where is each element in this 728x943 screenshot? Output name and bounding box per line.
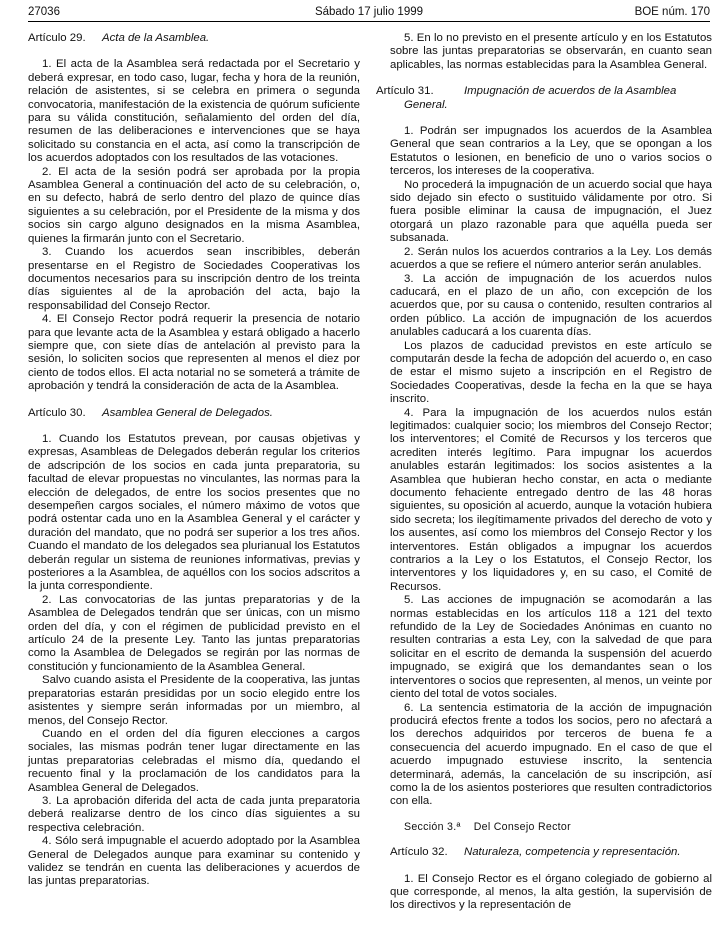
paragraph: 2. Serán nulos los acuerdos contrarios a la Ley. Los demás acuerdos a que se refiere el número anterior serán anulables.: [390, 245, 712, 272]
paragraph: 2. El acta de la sesión podrá ser aprobada por la propia Asamblea General a continuación del acto de su celebración, o, en su defecto, habrá de serlo dentro del plazo de quince días siguientes a su celebración, por el Presidente de la misma y dos socios sin cargo alguno designados en la misma Asamblea, quienes la firmarán junto con el Secretario.: [28, 165, 360, 245]
paragraph: 4. Sólo será impugnable el acuerdo adoptado por la Asamblea General de Delegados aunque para examinar su contenido y validez se tendrán en cuenta las deliberaciones y acuerdos de las juntas preparatorias.: [28, 835, 360, 888]
article-number: Artículo 29.: [28, 32, 86, 44]
article-number: Artículo 32.: [390, 846, 448, 859]
paragraph: Cuando en el orden del día figuren elecciones a cargos sociales, las mismas podrán tener lugar directamente en las juntas preparatorias celebradas el mismo día, quedando el recuento final y la proclamación de los candidatos para la Asamblea General de Delegados.: [28, 727, 360, 794]
paragraph: 5. En lo no previsto en el presente artículo y en los Estatutos sobre las juntas preparatorias se observarán, en cuanto sean aplicables, las normas establecidas para la Asamblea General.: [390, 32, 712, 71]
journal-issue: BOE núm. 170: [634, 6, 710, 18]
article-heading: [376, 85, 712, 112]
left-column: [28, 32, 360, 943]
header-rule: [28, 21, 710, 22]
article-heading: [390, 846, 712, 859]
paragraph: 1. Podrán ser impugnados los acuerdos de la Asamblea General que sean contrarios a la Ley, que se opongan a los Estatutos o lesionen, en beneficio de uno o varios socios o terceros, los intereses de la cooperativa.: [390, 125, 712, 178]
paragraph: Salvo cuando asista el Presidente de la cooperativa, las juntas preparatorias estarán presididas por un socio elegido entre los asistentes y siempre serán informadas por un miembro, al menos, del Consejo Rector.: [28, 674, 360, 727]
article-number: Artículo 31.: [376, 85, 434, 98]
article-title: Asamblea General de Delegados.: [102, 406, 273, 419]
section-title: Del Consejo Rector: [473, 820, 571, 833]
paragraph: 1. El acta de la Asamblea será redactada por el Secretario y deberá expresar, en todo caso, lugar, fecha y hora de la reunión, relación de asistentes, si se celebra en primera o segunda convocatoria, manifestación de la existencia de quórum suficiente para su válida constitución, señalamiento del orden del día, resumen de las deliberaciones e intervenciones que se haya solicitado su constancia en el acta, así como la transcripción de los acuerdos adoptados con los resultados de las votaciones.: [28, 58, 360, 165]
right-column: [376, 32, 712, 943]
article-number: Artículo 30.: [28, 406, 86, 419]
paragraph: 1. El Consejo Rector es el órgano colegiado de gobierno al que corresponde, al menos, la alta gestión, la supervisión de los directivos y la representación de: [390, 872, 712, 912]
article-heading: [28, 407, 360, 420]
paragraph: 2. Las convocatorias de las juntas preparatorias y de la Asamblea de Delegados tendrán que ser únicas, con un mismo orden del día, y con el régimen de publicidad previsto en el artículo 24 de la presente Ley. Tanto las juntas preparatorias como la Asamblea de Delegados se regirán por las normas de constitución y funcionamiento de la Asamblea General.: [28, 593, 360, 673]
paragraph: 4. El Consejo Rector podrá requerir la presencia de notario para que levante acta de la Asamblea y estará obligado a hacerlo siempre que, con siete días de antelación al previsto para la sesión, lo soliciten socios que representen al menos el diez por ciento de todos ellos. El acta notarial no se someterá a trámite de aprobación y tendrá la consideración de acta de la Asamblea.: [28, 313, 360, 393]
paragraph: 6. La sentencia estimatoria de la acción de impugnación producirá efectos frente a todos los socios, pero no afectará a los derechos adquiridos por terceros de buena fe a consecuencia del acuerdo impugnado. En el caso de que el acuerdo impugnado estuviese inscrito, la sentencia determinará, además, la cancelación de su inscripción, así como la de los asientos posteriores que resulten contradictorios con ella.: [390, 701, 712, 808]
page-number: 27036: [28, 6, 60, 18]
article-heading: [28, 32, 360, 45]
paragraph: No procederá la impugnación de un acuerdo social que haya sido dejado sin efecto o sustituido válidamente por otro. Si fuera posible eliminar la causa de impugnación, el Juez otorgará un plazo razonable para que aquélla pueda ser subsanada.: [390, 178, 712, 245]
paragraph: 3. La acción de impugnación de los acuerdos nulos caducará, en el plazo de un año, con excepción de los acuerdos que, por su causa o contenido, resulten contrarios al orden público. La acción de impugnación de los acuerdos anulables caducará a los cuarenta días.: [390, 272, 712, 339]
paragraph: 4. Para la impugnación de los acuerdos nulos están legitimados: cualquier socio; los miembros del Consejo Rector; los interventores; el Comité de Recursos y los terceros que acrediten interés legítimo. Para impugnar los acuerdos anulables estarán legitimados: los socios asistentes a la Asamblea que hubieran hecho constar, en acta o mediante documento fehaciente entregado dentro de las 48 horas siguientes, su oposición al acuerdo, aunque la votación hubiera sido secreta; los ilegítimamente privados del derecho de voto y los ausentes, así como los miembros del Consejo Rector y los interventores. Están obligados a impugnar los acuerdos contrarios a la Ley o los Estatutos, el Consejo Rector, los interventores y los liquidadores y, en su caso, el Comité de Recursos.: [390, 406, 712, 593]
paragraph: 5. Las acciones de impugnación se acomodarán a las normas establecidas en los artículos 118 a 121 del texto refundido de la Ley de Sociedades Anónimas en cuanto no resulten contrarias a esta Ley, con la salvedad de que para solicitar en el escrito de demanda la suspensión del acuerdo impugnado, se exigirá que los demandantes sean o los interventores o socios que representen, al menos, un veinte por ciento del total de votos sociales.: [390, 594, 712, 701]
page-header: [28, 6, 710, 20]
paragraph: 1. Cuando los Estatutos prevean, por causas objetivas y expresas, Asambleas de Delegados deberán regular los criterios de adscripción de los socios en cada junta preparatoria, su facultad de elevar propuestas no vinculantes, las normas para la elección de delegados, de entre los socios presentes que no desempeñen cargos sociales, el número máximo de votos que podrá ostentar cada uno en la Asamblea General y el carácter y duración del mandato, que no podrá ser superior a los tres años. Cuando el mandato de los delegados sea plurianual los Estatutos deberán regular un sistema de reuniones informativas, previas y posteriores a la Asamblea, de aquéllos con los socios adscritos a la junta correspondiente.: [28, 432, 360, 593]
publication-date: Sábado 17 julio 1999: [314, 6, 424, 18]
article-title: Naturaleza, competencia y representación.: [464, 846, 681, 859]
paragraph: Los plazos de caducidad previstos en este artículo se computarán desde la fecha de adopción del acuerdo o, en caso de estar el mismo sujeto a inscripción en el Registro de Sociedades Cooperativas, desde la fecha en la que se haya inscrito.: [390, 339, 712, 406]
section-number: Sección 3.ª: [404, 820, 461, 833]
paragraph: 3. La aprobación diferida del acta de cada junta preparatoria deberá realizarse dentro de los cinco días siguientes a su respectiva celebración.: [28, 794, 360, 834]
article-title: Acta de la Asamblea.: [102, 32, 210, 44]
article-title: Impugnación de acuerdos de la Asamblea General.: [404, 85, 677, 111]
paragraph: 3. Cuando los acuerdos sean inscribibles, deberán presentarse en el Registro de Sociedades Cooperativas los documentos necesarios para su inscripción dentro de los treinta días siguientes al de la aprobación del acta, bajo la responsabilidad del Consejo Rector.: [28, 246, 360, 312]
section-heading: [390, 821, 712, 834]
